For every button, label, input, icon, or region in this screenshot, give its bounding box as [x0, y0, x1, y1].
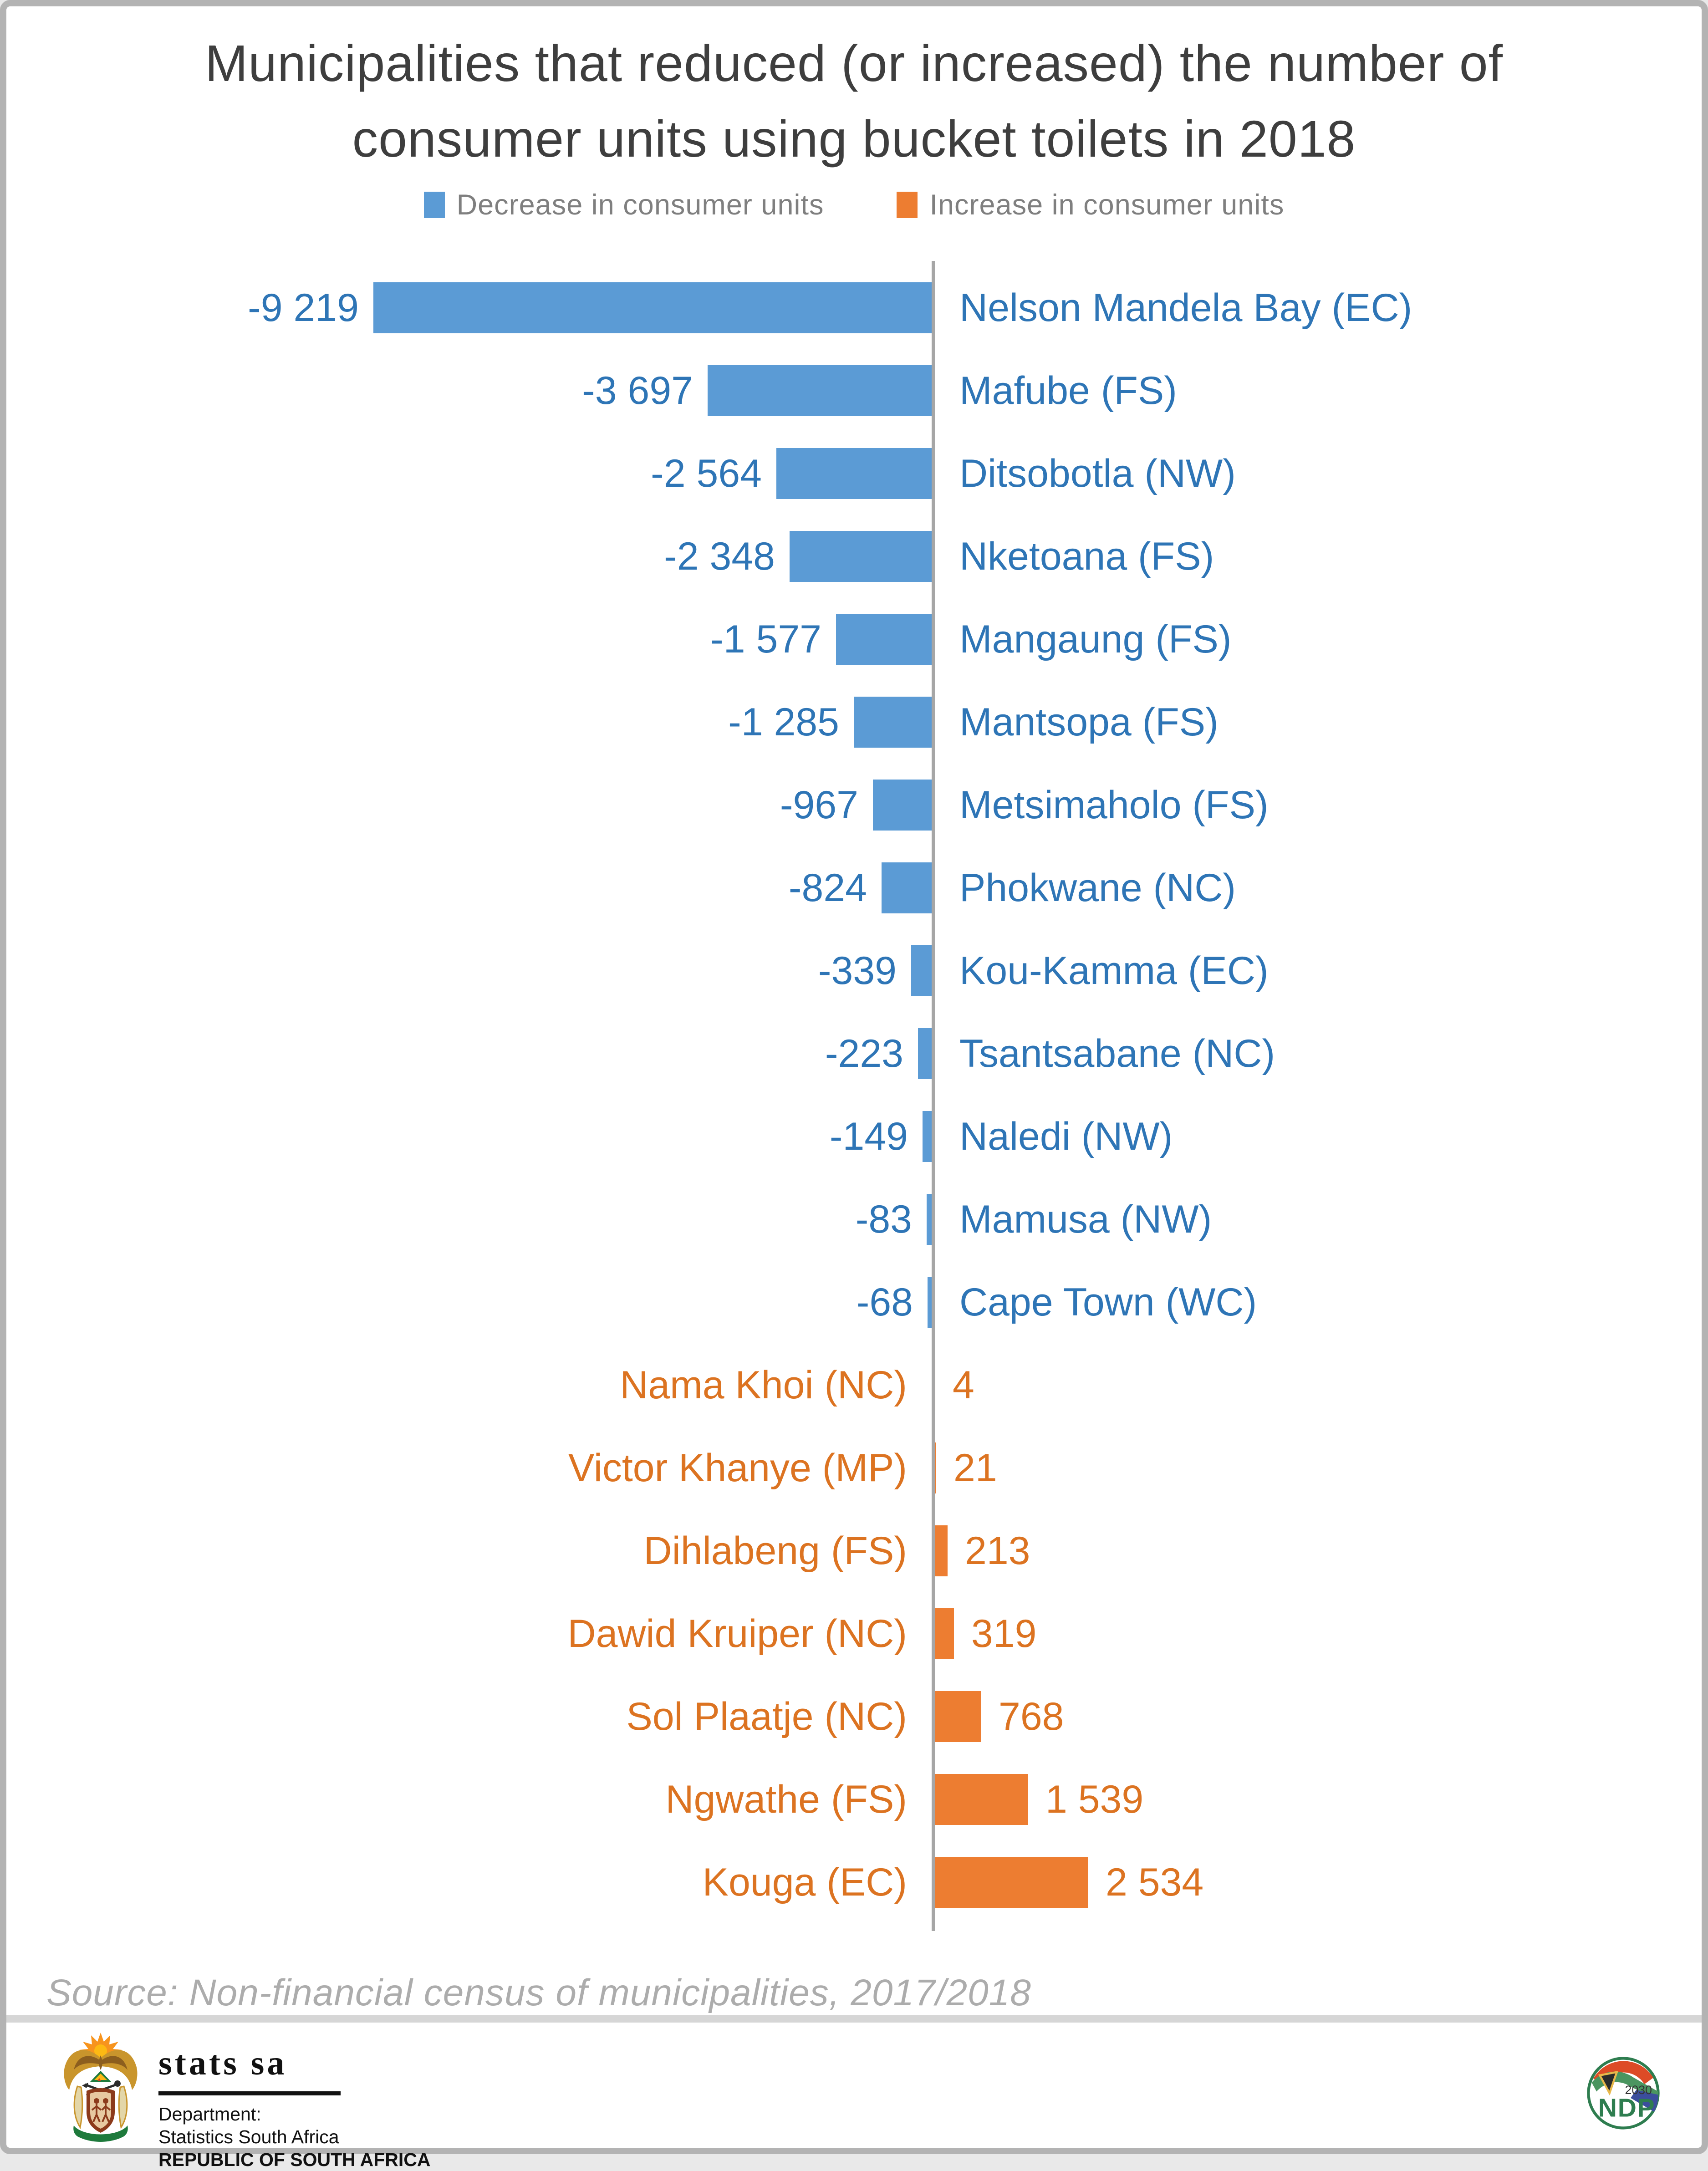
chart-row — [6, 764, 1702, 846]
statssa-brand: stats sa — [158, 2044, 287, 2082]
chart-row — [6, 1344, 1702, 1427]
chart-row — [6, 432, 1702, 515]
legend-label-increase: Increase in consumer units — [929, 189, 1285, 221]
bar-decrease — [836, 614, 932, 665]
municipality-label: Mantsopa (FS) — [959, 700, 1219, 744]
municipality-label: Ngwathe (FS) — [665, 1778, 907, 1821]
chart-row — [6, 1509, 1702, 1592]
bar-increase — [935, 1691, 981, 1742]
legend — [6, 189, 1702, 221]
chart-row — [6, 1178, 1702, 1261]
municipality-label: Victor Khanye (MP) — [568, 1446, 907, 1490]
value-label: -339 — [818, 949, 897, 993]
value-label: -967 — [780, 783, 858, 827]
legend-swatch-increase-icon — [897, 192, 918, 218]
municipality-label: Ditsobotla (NW) — [959, 452, 1236, 495]
chart-row — [6, 598, 1702, 681]
bar-decrease — [873, 780, 932, 831]
value-label: 2 534 — [1106, 1860, 1204, 1904]
value-label: -2 564 — [651, 452, 762, 495]
municipality-label: Nketoana (FS) — [959, 535, 1214, 578]
value-label: -83 — [855, 1198, 912, 1241]
value-label: 319 — [971, 1612, 1037, 1656]
value-label: -9 219 — [248, 286, 359, 330]
statssa-dept-line1: Department: — [158, 2104, 261, 2125]
municipality-label: Dihlabeng (FS) — [643, 1529, 907, 1573]
value-label: -68 — [856, 1280, 913, 1324]
chart-row — [6, 929, 1702, 1012]
bar-decrease — [882, 862, 932, 913]
legend-item-decrease — [424, 189, 824, 221]
municipality-label: Naledi (NW) — [959, 1115, 1173, 1158]
municipality-label: Cape Town (WC) — [959, 1280, 1257, 1324]
bar-decrease — [911, 945, 932, 996]
bar-decrease — [918, 1028, 932, 1079]
statssa-text-block — [158, 2032, 431, 2171]
municipality-label: Mangaung (FS) — [959, 617, 1232, 661]
chart-row — [6, 1758, 1702, 1841]
value-label: -2 348 — [664, 535, 775, 578]
value-label: 1 539 — [1045, 1778, 1144, 1821]
value-label: -1 577 — [710, 617, 821, 661]
value-label: 213 — [965, 1529, 1030, 1573]
statssa-rule — [158, 2091, 341, 2095]
municipality-label: Kou-Kamma (EC) — [959, 949, 1269, 993]
value-label: 4 — [953, 1363, 974, 1407]
bar-decrease — [373, 282, 932, 333]
chart-row — [6, 1675, 1702, 1758]
chart-row — [6, 846, 1702, 929]
bar-increase — [935, 1774, 1028, 1825]
source-note: Source: Non-financial census of municipalities, 2017/2018 — [46, 1972, 1031, 2013]
municipality-label: Metsimaholo (FS) — [959, 783, 1269, 827]
bar-decrease — [708, 365, 932, 416]
coat-of-arms-icon — [60, 2032, 141, 2145]
legend-label-decrease: Decrease in consumer units — [456, 189, 824, 221]
bar-increase — [935, 1608, 954, 1659]
chart-title-line1: Municipalities that reduced (or increased) the number of — [204, 35, 1504, 92]
bar-decrease — [923, 1111, 932, 1162]
ndp-acronym-text: NDP — [1598, 2093, 1656, 2123]
value-label: -824 — [788, 866, 867, 910]
bar-decrease — [854, 697, 932, 748]
bar-decrease — [776, 448, 932, 499]
chart-title-line2: consumer units using bucket toilets in 2018 — [352, 110, 1356, 168]
chart-row — [6, 515, 1702, 598]
statssa-dept-line3: REPUBLIC OF SOUTH AFRICA — [158, 2149, 431, 2171]
bar-chart — [6, 266, 1702, 1924]
statssa-dept-line2: Statistics South Africa — [158, 2126, 339, 2148]
municipality-label: Sol Plaatje (NC) — [626, 1695, 907, 1738]
legend-item-increase — [897, 189, 1284, 221]
statssa-logo — [60, 2032, 431, 2171]
ndp-logo-icon — [1583, 2053, 1664, 2134]
chart-row — [6, 1427, 1702, 1509]
bar-increase — [935, 1442, 936, 1493]
value-label: -223 — [825, 1032, 903, 1075]
value-label: 768 — [999, 1695, 1064, 1738]
chart-row — [6, 1261, 1702, 1344]
municipality-label: Kouga (EC) — [702, 1860, 907, 1904]
value-label: -149 — [829, 1115, 908, 1158]
municipality-label: Mafube (FS) — [959, 369, 1177, 413]
value-label: -1 285 — [728, 700, 839, 744]
footer-divider — [6, 2015, 1702, 2023]
chart-row — [6, 1095, 1702, 1178]
municipality-label: Phokwane (NC) — [959, 866, 1236, 910]
ndp-year-text: 2030 — [1625, 2083, 1652, 2097]
bar-decrease — [927, 1194, 932, 1245]
bar-increase — [935, 1525, 948, 1576]
bar-decrease — [928, 1277, 932, 1328]
municipality-label: Nama Khoi (NC) — [620, 1363, 907, 1407]
bar-increase — [935, 1857, 1088, 1908]
chart-row — [6, 1012, 1702, 1095]
chart-row — [6, 681, 1702, 764]
municipality-label: Tsantsabane (NC) — [959, 1032, 1275, 1075]
municipality-label: Mamusa (NW) — [959, 1198, 1212, 1241]
chart-row — [6, 349, 1702, 432]
legend-swatch-decrease-icon — [424, 192, 445, 218]
chart-row — [6, 266, 1702, 349]
chart-row — [6, 1841, 1702, 1924]
bar-decrease — [790, 531, 932, 582]
municipality-label: Nelson Mandela Bay (EC) — [959, 286, 1412, 330]
chart-title — [6, 25, 1702, 177]
value-label: 21 — [953, 1446, 997, 1490]
chart-row — [6, 1592, 1702, 1675]
municipality-label: Dawid Kruiper (NC) — [567, 1612, 907, 1656]
value-label: -3 697 — [582, 369, 693, 413]
